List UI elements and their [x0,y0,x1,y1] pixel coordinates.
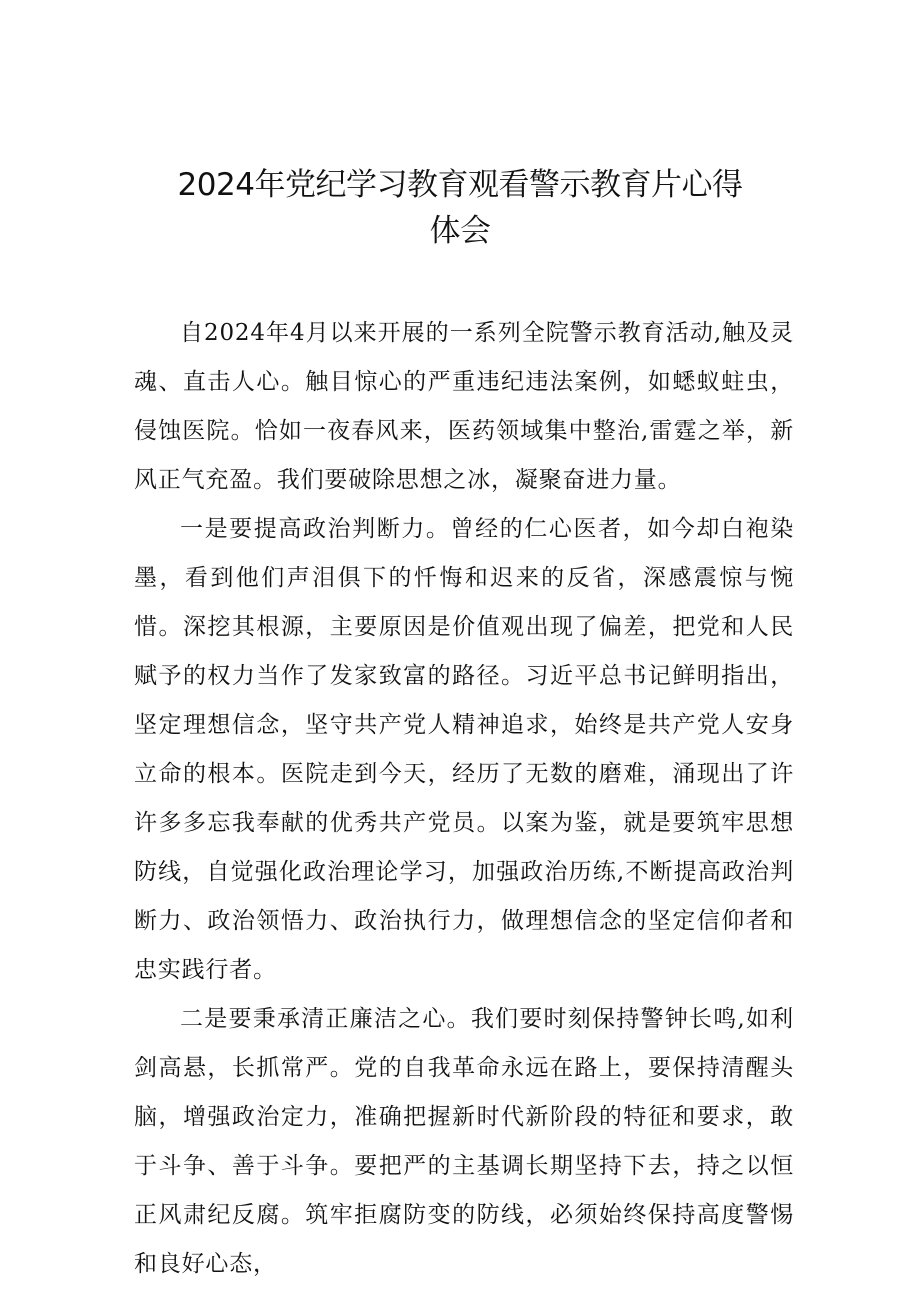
paragraph-point-one: 一是要提高政治判断力。曾经的仁心医者，如今却白袍染墨，看到他们声泪俱下的忏悔和迟来的反省，深感震惊与惋惜。深挖其根源，主要原因是价值观出现了偏差，把党和人民赋予的权力当作了发家致富的路径。习近平总书记鲜明指出，坚定理想信念，坚守共产党人精神追求，始终是共产党人安身立命的根本。医院走到今天，经历了无数的磨难，涌现出了许许多多忘我奉献的优秀共产党员。以案为鉴，就是要筑牢思想防线，自觉强化政治理论学习，加强政治历练,不断提高政治判断力、政治领悟力、政治执行力，做理想信念的坚定信仰者和忠实践行者。 [134,516,794,983]
document-title [110,162,810,254]
paragraph-point-two: 二是要秉承清正廉洁之心。我们要时刻保持警钟长鸣,如利剑高悬，长抓常严。党的自我革命永远在路上，要保持清醒头脑，增强政治定力，准确把握新时代新阶段的特征和要求，敢于斗争、善于斗争。要把严的主基调长期坚持下去，持之以恒正风肃纪反腐。筑牢拒腐防变的防线，必须始终保持高度警惕和良好心态， [134,1006,794,1277]
paragraph-intro: 自2024年4月以来开展的一系列全院警示教育活动,触及灵魂、直击人心。触目惊心的严重违纪违法案例，如蟋蚁蛀虫，侵蚀医院。恰如一夜春风来，医药领域集中整治,雷霆之举，新风正气充盈。我们要破除思想之冰，凝聚奋进力量。 [134,320,794,493]
title-line-2: 体会 [429,213,491,249]
title-line-1: 2024年党纪学习教育观看警示教育片心得 [177,167,743,203]
document-body [134,309,794,1289]
